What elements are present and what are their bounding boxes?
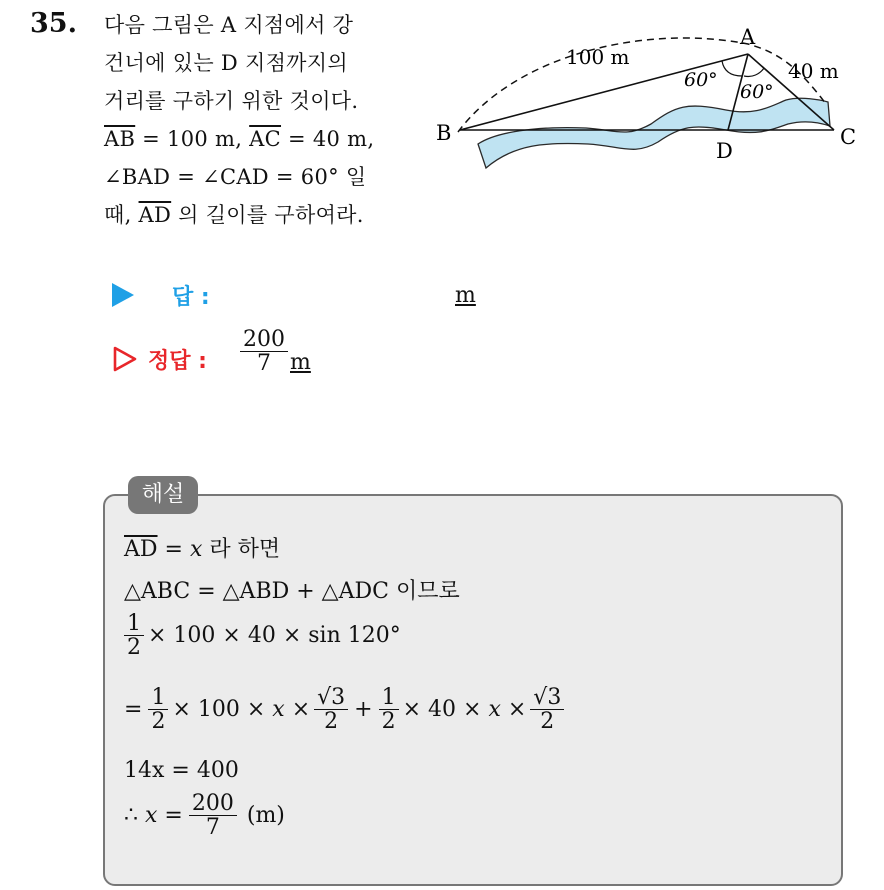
- answer-label: 답 :: [172, 285, 210, 310]
- final-unit: (m): [246, 803, 285, 829]
- label-ac-length: 40 m: [788, 59, 839, 83]
- river-diagram: [426, 14, 860, 194]
- correct-arrow-icon: [112, 346, 138, 372]
- label-b: B: [436, 121, 452, 145]
- answer-arrow-icon: [112, 283, 134, 307]
- correct-unit: m: [290, 350, 311, 376]
- solution-line-1: $\overline{AD} = x$ 라 하면: [124, 537, 281, 562]
- label-c: C: [840, 125, 857, 149]
- question-text: [104, 6, 416, 234]
- solution-line-1-suffix: 라 하면: [209, 537, 281, 562]
- label-a: A: [740, 25, 756, 49]
- correct-label: 정답 :: [148, 349, 207, 374]
- half-fraction-2: $\frac{1}{2}$: [148, 686, 168, 733]
- segment-ad: $\overline{AD}$: [138, 203, 172, 227]
- label-ab-length: 100 m: [566, 45, 630, 69]
- answer-unit: m: [455, 283, 476, 308]
- solution-tab: 해설: [128, 476, 198, 514]
- label-angle-bad: 60°: [684, 69, 718, 91]
- correct-denominator: 7: [257, 351, 271, 377]
- solution-line-5: 14x = 400: [124, 758, 239, 783]
- question-line-6: 때, $\overline{AD}$ 의 길이를 구하여라.: [104, 203, 364, 227]
- label-d: D: [716, 139, 733, 163]
- angle-arc-bad: [722, 61, 742, 76]
- correct-answer: [240, 328, 311, 375]
- half-fraction-3: $\frac{1}{2}$: [379, 686, 399, 733]
- question-line-3: 거리를 구하기 위한 것이다.: [104, 89, 359, 113]
- solution-line-4: = $\frac{1}{2}$ × 100 × x × $\frac{√3}{2}$ + $\frac{1}{2}$ × 40 × x × $\frac{√3}{2}$: [124, 686, 564, 733]
- solution-line-2: △ABC = △ABD + △ADC 이므로: [124, 579, 460, 604]
- segment-ab: $\overline{AB}$: [104, 127, 136, 151]
- angle-arc-cad: [744, 68, 764, 77]
- question-line-2: 건너에 있는 D 지점까지의: [104, 51, 348, 75]
- question-number: 35.: [30, 8, 77, 39]
- sqrt3-fraction: $\frac{√3}{2}$: [314, 686, 348, 733]
- solution-line-3: [124, 612, 401, 659]
- segment-ac: $\overline{AC}$: [249, 127, 282, 151]
- question-line-5: ∠BAD = ∠CAD = 60° 일: [104, 165, 367, 189]
- half-fraction: $\frac{1}{2}$: [124, 612, 144, 659]
- solution-line-3-tail: × 100 × 40 × sin 120°: [148, 623, 401, 649]
- question-line-4: $\overline{AB} = 100$ m, $\overline{AC} = 40$ m,: [104, 127, 375, 151]
- solution-var: x: [189, 537, 203, 562]
- solution-segment-ad: $\overline{AD}$: [124, 537, 158, 562]
- solution-line-6: ∴ x = $\frac{200}{7}$ (m): [124, 791, 285, 841]
- question-line-1: 다음 그림은 A 지점에서 강: [104, 13, 354, 37]
- final-fraction: $\frac{200}{7}$: [189, 792, 237, 839]
- river-shape: [478, 98, 830, 168]
- correct-numerator: 200: [240, 328, 288, 352]
- correct-fraction: [240, 328, 288, 375]
- sqrt3-fraction-2: $\frac{√3}{2}$: [530, 686, 564, 733]
- label-angle-cad: 60°: [740, 81, 774, 103]
